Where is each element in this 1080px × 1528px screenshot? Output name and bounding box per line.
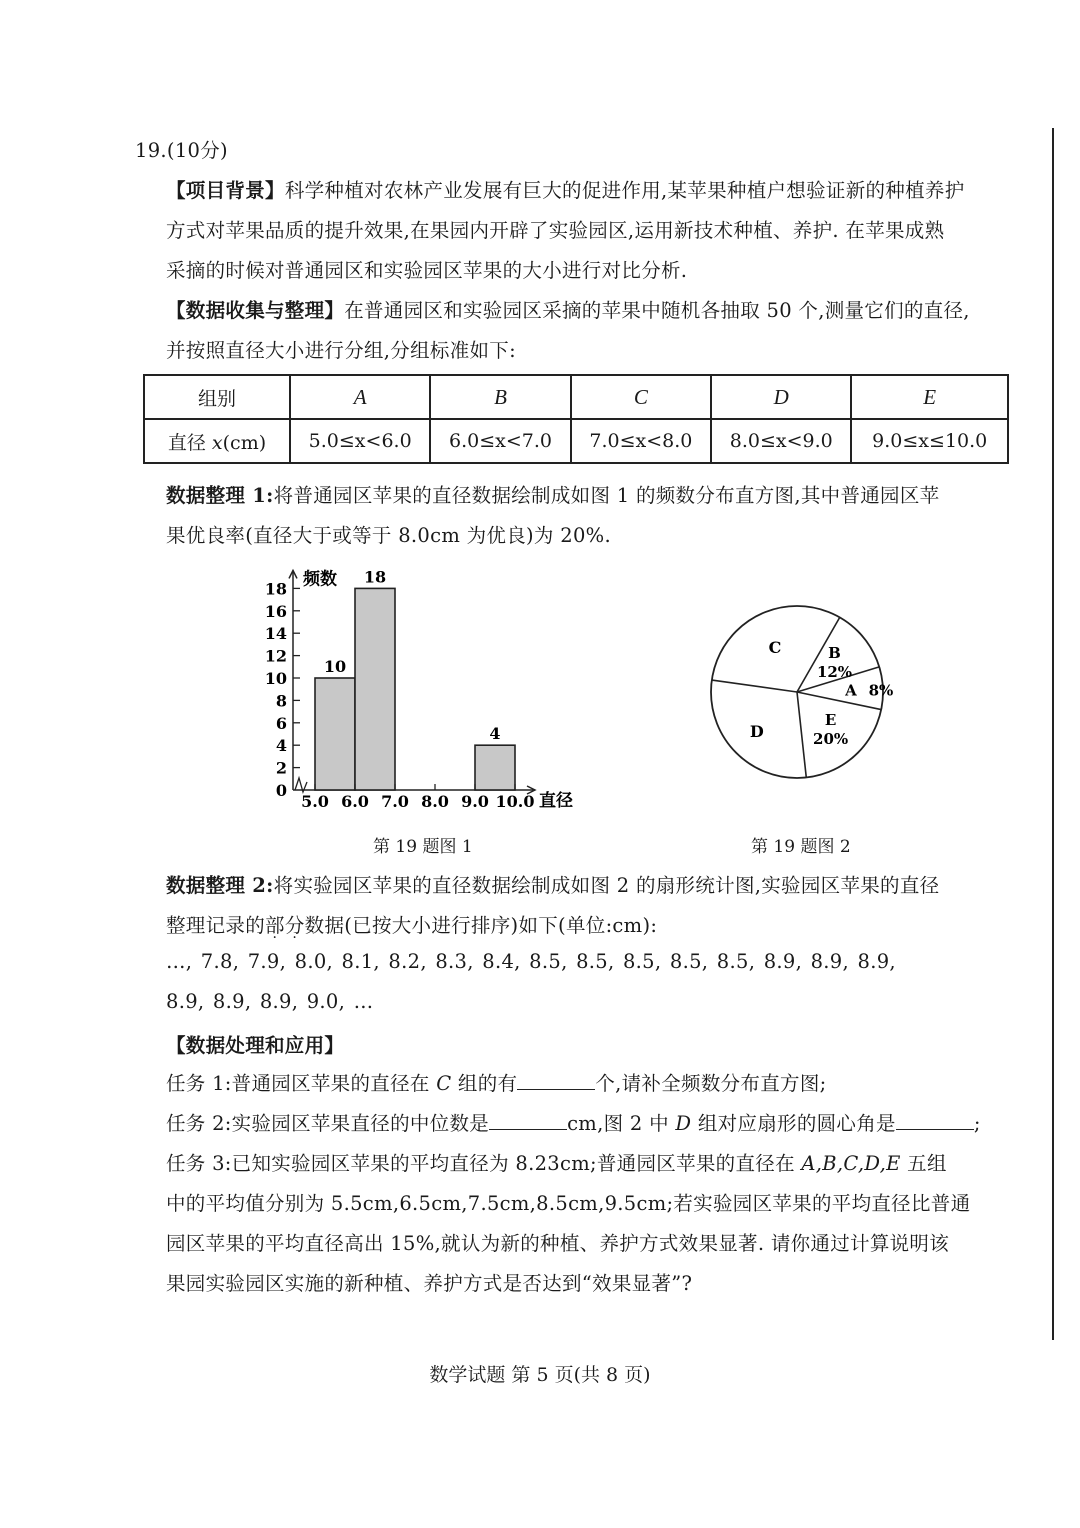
group-a-header: A: [290, 375, 430, 419]
group-table: [143, 374, 1009, 464]
background-line-3: 采摘的时候对普通园区和实验园区苹果的大小进行对比分析.: [166, 259, 688, 282]
y-tick-label: 2: [275, 758, 287, 778]
pie-slice-name: A: [845, 681, 857, 700]
bar-value-label: 4: [489, 724, 501, 744]
figure1-caption: 第 19 题图 1: [373, 837, 473, 857]
data-list-line-1: …, 7.8, 7.9, 8.0, 8.1, 8.2, 8.3, 8.4, 8.5, 8.5, 8.5, 8.5, 8.5, 8.9, 8.9, 8.9,: [166, 950, 896, 973]
group-d-range: 8.0≤x<9.0: [711, 419, 851, 463]
group-c-range: 7.0≤x<8.0: [571, 419, 711, 463]
pie-slice-name: C: [768, 638, 782, 658]
pie-slice-name: B: [828, 644, 841, 663]
task3-line-1: [166, 1148, 947, 1176]
figure2-caption: 第 19 题图 2: [751, 837, 851, 857]
task2-line: [166, 1108, 981, 1136]
task3-line-4: 果园实验园区实施的新种植、养护方式是否达到“效果显著”?: [166, 1272, 693, 1295]
y-axis-label: 频数: [303, 569, 337, 590]
group-e-header: E: [851, 375, 1008, 419]
x-tick-label: 7.0: [381, 792, 409, 811]
task2-text-mid2: 组对应扇形的圆心角是: [691, 1112, 896, 1135]
y-tick-label: 14: [264, 624, 287, 644]
x-axis-label: 直径: [539, 791, 573, 811]
group-header-label: 组别: [144, 375, 290, 419]
group-b-header: B: [430, 375, 570, 419]
y-tick-label: 10: [264, 669, 287, 688]
task1-text-pre: 任务 1:普通园区苹果的直径在: [166, 1072, 437, 1095]
task3-line-2: 中的平均值分别为 5.5cm,6.5cm,7.5cm,8.5cm,9.5cm;若实验园区苹果的平均直径比普通: [166, 1192, 971, 1215]
task2-text-mid1: cm,图 2 中: [567, 1112, 676, 1135]
collection-line-1: [166, 295, 970, 323]
pie-slice-percent: 12%: [816, 663, 853, 682]
pie-chart: [700, 598, 900, 798]
task1-line: [166, 1068, 827, 1096]
row-label-var: x: [211, 431, 223, 454]
arrange2-text-1: 将实验园区苹果的直径数据绘制成如图 2 的扇形统计图,实验园区苹果的直径: [273, 874, 940, 897]
x-tick-label: 5.0: [301, 792, 329, 811]
group-a-range: 5.0≤x<6.0: [290, 419, 430, 463]
arrange1-line-2: 果优良率(直径大于或等于 8.0cm 为优良)为 20%.: [166, 524, 611, 547]
pie-slice-name: D: [749, 721, 764, 741]
group-table-range-row: [144, 419, 1008, 463]
task2-var: D: [675, 1112, 692, 1135]
y-tick-label: 12: [264, 646, 287, 666]
y-tick-label: 8: [275, 691, 287, 711]
task3-line-3: 园区苹果的平均直径高出 15%,就认为新的种植、养护方式效果显著. 请你通过计算说明该: [166, 1232, 950, 1255]
bar-value-label: 18: [363, 567, 387, 587]
row-label-post: (cm): [222, 431, 267, 454]
x-tick-label: 8.0: [421, 792, 449, 811]
arrange2-text-2b: 数据(已按大小进行排序)如下(单位:cm):: [304, 914, 658, 937]
arrange1-text-1: 将普通园区苹果的直径数据绘制成如图 1 的频数分布直方图,其中普通园区苹: [273, 484, 940, 507]
task2-text-post: ;: [973, 1112, 981, 1135]
collection-line-2: 并按照直径大小进行分组,分组标准如下:: [166, 339, 516, 362]
group-d-header: D: [711, 375, 851, 419]
histogram-chart: [250, 555, 600, 825]
pie-slice-percent: 20%: [813, 730, 849, 749]
y-tick-label: 6: [275, 713, 287, 733]
arrange2-line-1: [166, 870, 939, 898]
task2-blank-angle[interactable]: [896, 1111, 974, 1130]
collection-label: 【数据收集与整理】: [166, 299, 345, 322]
task1-var: C: [436, 1072, 452, 1095]
pie-slice-name: E: [824, 711, 837, 730]
task2-blank-median[interactable]: [489, 1111, 567, 1130]
task1-blank[interactable]: [517, 1071, 595, 1090]
x-tick-label: 10.0: [495, 792, 535, 811]
data-list-line-2: 8.9, 8.9, 8.9, 9.0, …: [166, 990, 374, 1013]
task3-text-post: 五组: [900, 1152, 947, 1175]
group-table-header-row: [144, 375, 1008, 419]
y-tick-label: 18: [264, 579, 287, 599]
task1-text-post: 个,请补全频数分布直方图;: [595, 1072, 827, 1095]
histogram-bar: [475, 745, 515, 790]
bar-value-label: 10: [323, 657, 347, 676]
group-b-range: 6.0≤x<7.0: [430, 419, 570, 463]
question-header: [135, 135, 228, 163]
question-number: 19.: [135, 139, 167, 162]
task1-text-mid: 组的有: [451, 1072, 518, 1095]
arrange2-line-2: [166, 910, 657, 938]
application-label: 【数据处理和应用】: [166, 1034, 345, 1057]
diameter-row-label: [144, 419, 290, 463]
row-label-pre: 直径: [167, 431, 212, 454]
background-text-1: 科学种植对农林产业发展有巨大的促进作用,某苹果种植户想验证新的种植养护: [284, 179, 965, 202]
arrange1-line-1: [166, 480, 939, 508]
histogram-bar: [315, 678, 355, 790]
task2-text-pre: 任务 2:实验园区苹果直径的中位数是: [166, 1112, 490, 1135]
background-label: 【项目背景】: [166, 179, 285, 202]
page-footer: 数学试题 第 5 页(共 8 页): [429, 1364, 651, 1386]
page-margin-line: [1052, 128, 1054, 1340]
x-tick-label: 9.0: [461, 792, 489, 811]
arrange2-label: 数据整理 2:: [166, 874, 274, 897]
task3-text-pre: 任务 3:已知实验园区苹果的平均直径为 8.23cm;普通园区苹果的直径在: [166, 1152, 802, 1175]
y-tick-label: 4: [275, 736, 287, 756]
y-tick-label: 0: [275, 781, 287, 800]
emphasis-char-2: 分: [284, 914, 305, 937]
group-c-header: C: [571, 375, 711, 419]
background-line-1: [166, 175, 965, 203]
histogram-bar: [355, 588, 395, 790]
background-line-2: 方式对苹果品质的提升效果,在果园内开辟了实验园区,运用新技术种植、养护. 在苹果成熟: [166, 219, 945, 242]
collection-text-1: 在普通园区和实验园区采摘的苹果中随机各抽取 50 个,测量它们的直径,: [344, 299, 970, 322]
x-tick-label: 6.0: [341, 792, 369, 811]
pie-slice-percent: 8%: [868, 681, 894, 700]
group-e-range: 9.0≤x≤10.0: [851, 419, 1008, 463]
question-score: (10分): [166, 139, 228, 162]
arrange1-label: 数据整理 1:: [166, 484, 274, 507]
y-tick-label: 16: [264, 601, 287, 621]
arrange2-text-2a: 整理记录的: [166, 914, 266, 937]
task3-vars: A,B,C,D,E: [801, 1152, 901, 1175]
emphasis-char-1: 部: [265, 914, 285, 937]
